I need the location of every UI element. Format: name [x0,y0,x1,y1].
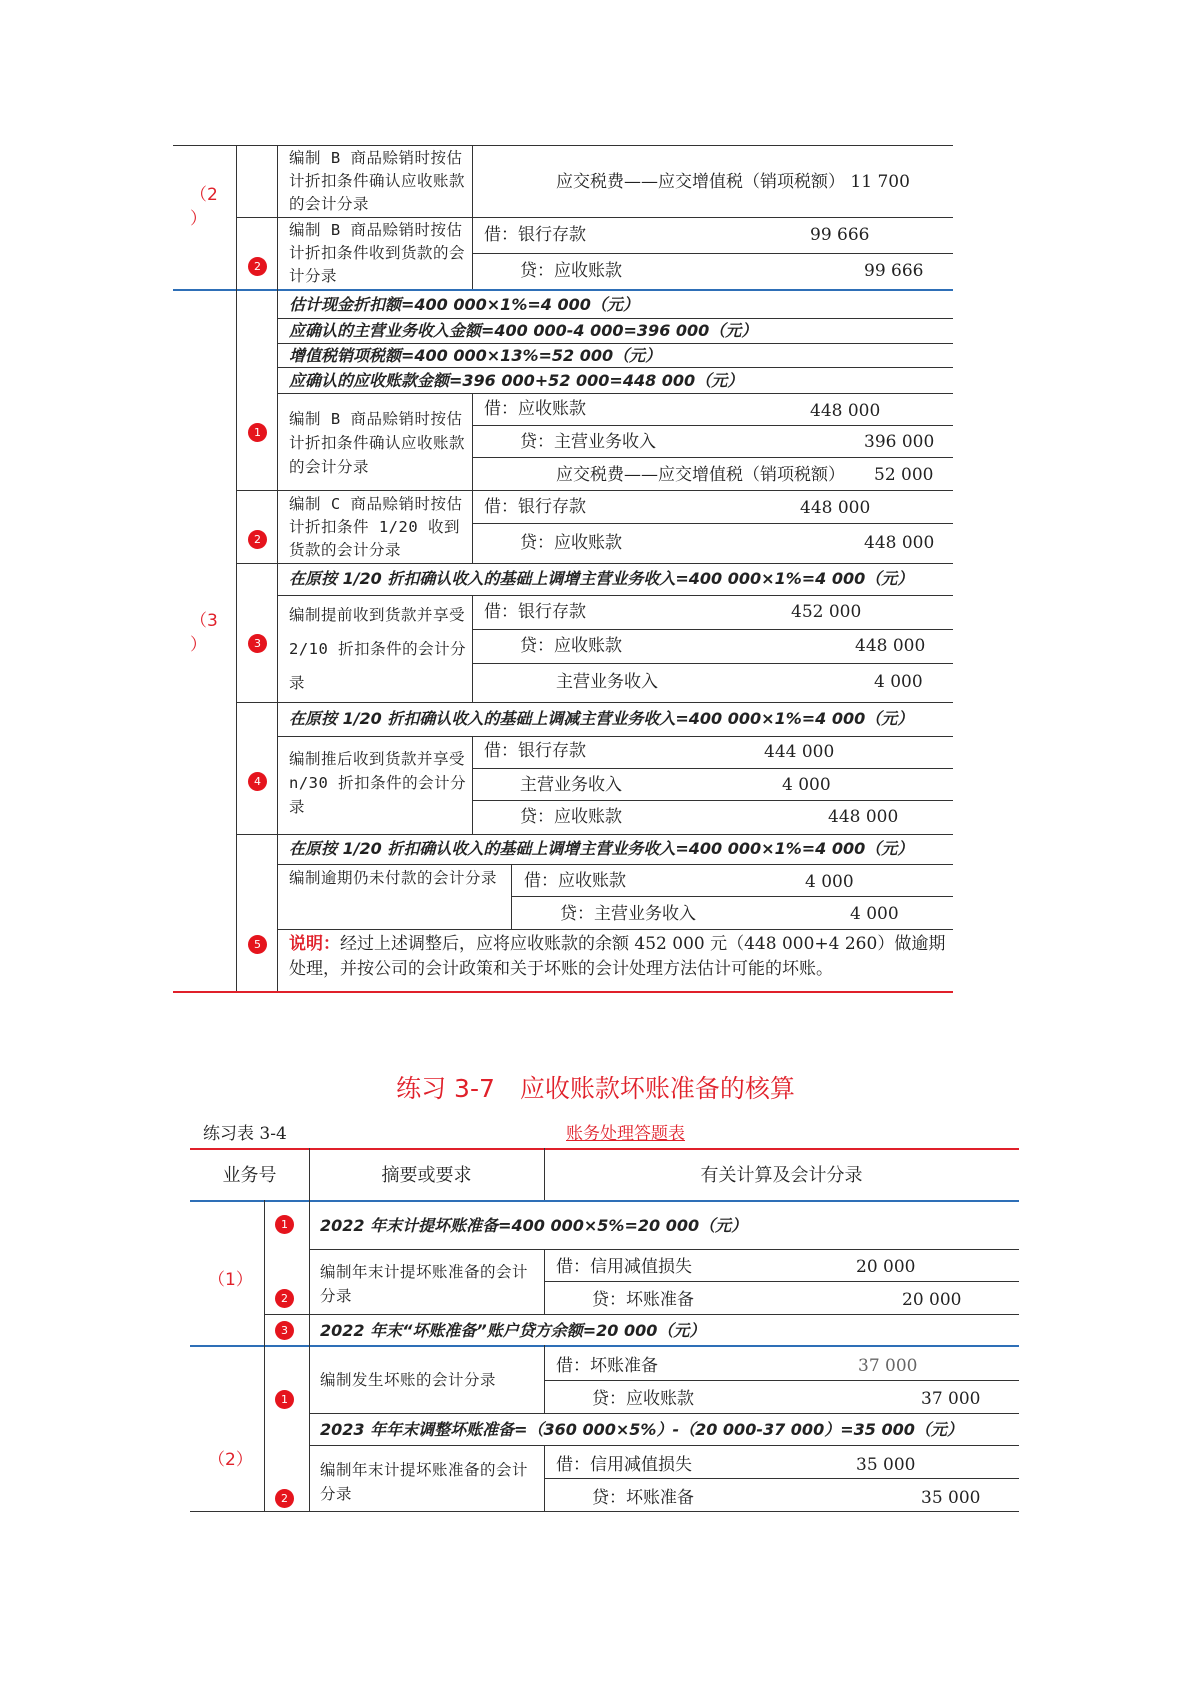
calc-line: 2022 年末“坏账准备”账户贷方余额=20 000（元） [320,1321,706,1340]
step-number-badge: 1 [275,1390,294,1409]
debit-line: 借：银行存款 [484,497,586,517]
header-summary: 摘要或要求 [381,1165,472,1186]
step-number-badge: 2 [248,530,267,549]
amount: 4 000 [850,904,899,924]
step-number-badge: 1 [248,423,267,442]
amount: 4 000 [782,775,831,795]
debit-line: 借：应收账款 [524,871,626,891]
debit-line: 借：银行存款 [484,602,586,622]
section-title: 练习 3-7 应收账款坏账准备的核算 [396,1074,795,1103]
credit-line: 贷：应收账款 [520,261,622,281]
amount: 444 000 [764,742,835,762]
credit-line: 贷：应收账款 [520,533,622,553]
calc-line: 应确认的应收账款金额=396 000+52 000=448 000（元） [289,371,744,390]
amount: 35 000 [856,1455,916,1475]
step-number-badge: 2 [275,1289,294,1308]
step-number-badge: 3 [275,1321,294,1340]
amount: 396 000 [864,432,935,452]
credit-line: 贷：主营业务收入 [520,432,656,452]
row-description: 编制年末计提坏账准备的会计分录 [320,1461,529,1503]
calc-line: 2023 年年末调整坏账准备=（360 000×5%）-（20 000-37 000）=35 000（元） [320,1420,963,1439]
row-description: 编制年末计提坏账准备的会计分录 [320,1263,529,1305]
amount: 452 000 [791,602,862,622]
calc-line: 估计现金折扣额=400 000×1%=4 000（元） [289,295,639,314]
group-label-3: （3 ） [190,611,218,655]
row-description: 编制发生坏账的会计分录 [320,1371,497,1389]
amount: 448 000 [810,401,881,421]
row-description: 编制 C 商品赊销时按估计折扣条件 1/20 收到货款的会计分录 [289,495,463,559]
step-number-badge: 2 [275,1489,294,1508]
amount: 4 000 [805,872,854,892]
debit-amount: 99 666 [810,225,870,245]
row-description: 编制逾期仍未付款的会计分录 [289,869,498,887]
explanation-note [289,932,949,982]
amount: 52 000 [874,465,934,485]
amount: 448 000 [828,807,899,827]
calc-line: 增值税销项税额=400 000×13%=52 000（元） [289,346,662,365]
table-name: 账务处理答题表 [566,1124,685,1144]
debit-line: 借：银行存款 [484,741,586,761]
explanation-text: 经过上述调整后，应将应收账款的余额 452 000 元（448 000+4 260）做逾期处理，并按公司的会计政策和关于坏账的会计处理方法估计可能的坏账。 [289,934,946,979]
debit-line: 借：信用减值损失 [556,1257,692,1277]
row-description: 编制 B 商品赊销时按估计折扣条件确认应收账款的会计分录 [289,410,466,476]
amount: 35 000 [921,1488,981,1508]
step-number-badge: 5 [248,935,267,954]
amount: 448 000 [800,498,871,518]
debit-line: 借：应收账款 [484,399,586,419]
header-entries: 有关计算及会计分录 [700,1165,863,1186]
debit-line: 借：银行存款 [484,225,586,245]
group-label-2: （2 ） [190,185,218,229]
calc-line: 在原按 1/20 折扣确认收入的基础上调增主营业务收入=400 000×1%=4 000（元） [289,569,914,588]
credit-line: 贷：应收账款 [520,807,622,827]
row-description: 编制 B 商品赊销时按估计折扣条件确认应收账款的会计分录 [289,149,466,213]
group-label-2: （2） [208,1450,253,1470]
debit-line: 借：信用减值损失 [556,1455,692,1475]
row-description: 编制提前收到货款并享受 2/10 折扣条件的会计分录 [289,606,467,692]
amount: 448 000 [864,533,935,553]
step-number-badge: 3 [248,634,267,653]
entry-line: 应交税费——应交增值税（销项税额） 11 700 [556,172,910,192]
amount: 20 000 [902,1290,962,1310]
credit-amount: 99 666 [864,261,924,281]
group-label-1: （1） [208,1270,253,1290]
calc-line: 2022 年末计提坏账准备=400 000×5%=20 000（元） [320,1216,748,1235]
entry-line: 主营业务收入 [520,775,622,795]
entry-line: 应交税费——应交增值税（销项税额） [556,465,845,485]
header-business-no: 业务号 [222,1165,277,1186]
step-number-badge: 2 [248,257,267,276]
amount: 448 000 [855,636,926,656]
credit-line: 贷：坏账准备 [592,1488,694,1508]
step-number-badge: 1 [275,1215,294,1234]
calc-line: 在原按 1/20 折扣确认收入的基础上调减主营业务收入=400 000×1%=4 000（元） [289,709,914,728]
amount: 20 000 [856,1257,916,1277]
amount: 37 000 [921,1389,981,1409]
entry-line: 主营业务收入 [556,672,658,692]
explanation-label: 说明： [289,934,340,954]
credit-line: 贷：主营业务收入 [560,904,696,924]
table-number: 练习表 3-4 [203,1124,287,1144]
calc-line: 在原按 1/20 折扣确认收入的基础上调增主营业务收入=400 000×1%=4 000（元） [289,839,914,858]
debit-line: 借：坏账准备 [556,1356,658,1376]
row-description: 编制推后收到货款并享受 n/30 折扣条件的会计分录 [289,750,467,816]
credit-line: 贷：应收账款 [520,636,622,656]
row-description: 编制 B 商品赊销时按估计折扣条件收到货款的会计分录 [289,221,466,285]
amount: 4 000 [874,672,923,692]
credit-line: 贷：应收账款 [592,1389,694,1409]
amount: 37 000 [858,1356,918,1376]
step-number-badge: 4 [248,772,267,791]
credit-line: 贷：坏账准备 [592,1290,694,1310]
calc-line: 应确认的主营业务收入金额=400 000-4 000=396 000（元） [289,321,758,340]
